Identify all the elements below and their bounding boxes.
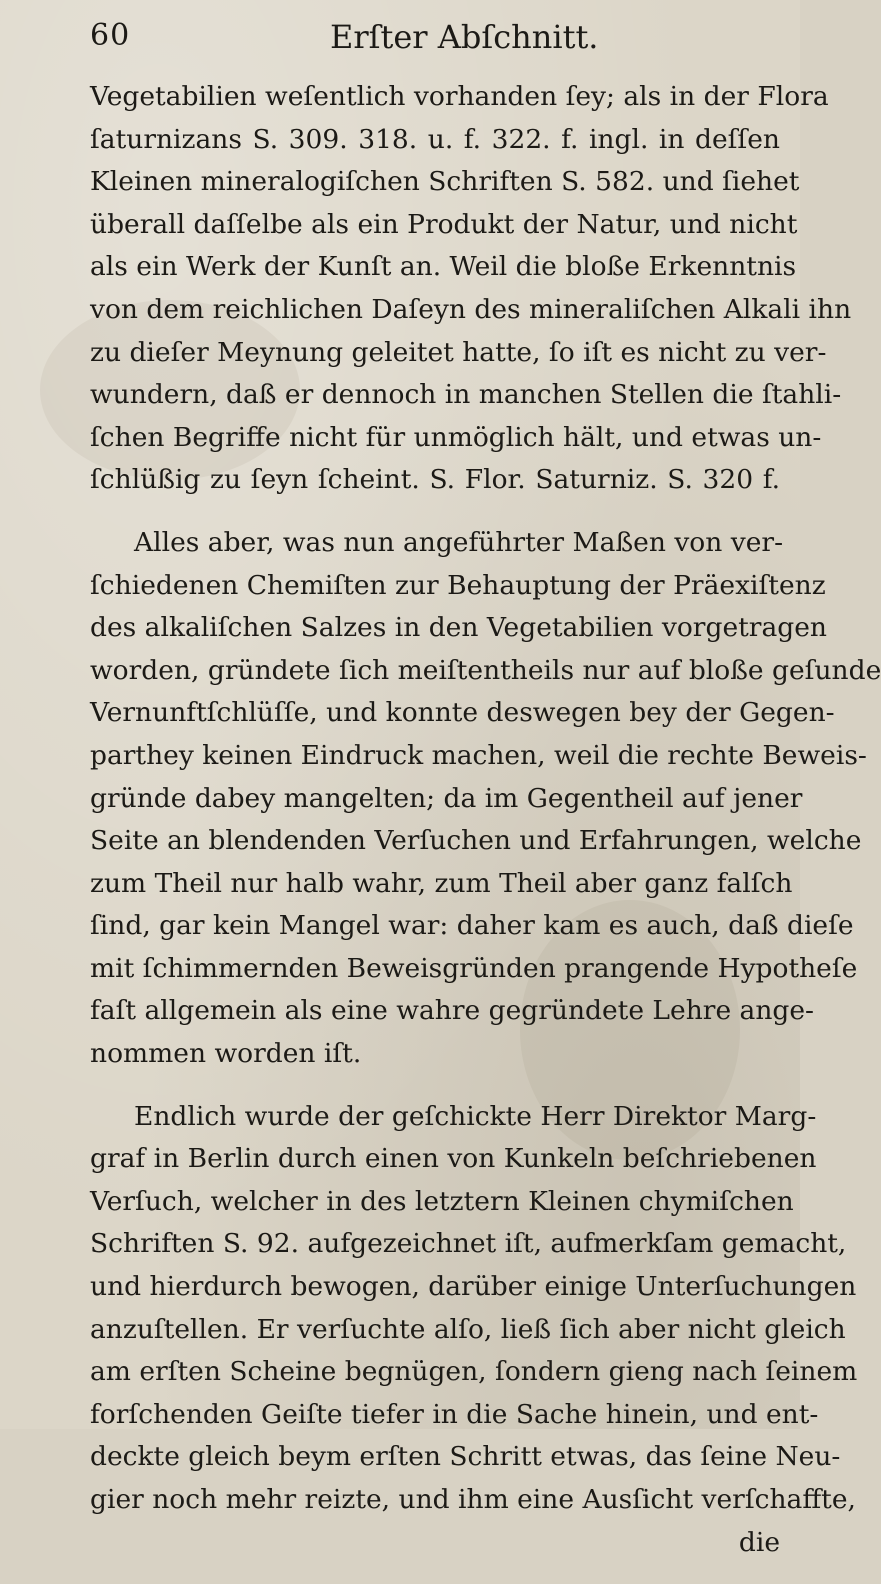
- catchword: die: [738, 1526, 780, 1558]
- text-line: Seite an blendenden Verſuchen und Erfahrungen, welche: [90, 825, 862, 857]
- text-line: parthey keinen Eindruck machen, weil die rechte Beweis-: [90, 739, 867, 771]
- text-line: zu dieſer Meynung geleitet hatte, ſo iſt es nicht zu ver-: [90, 336, 827, 368]
- text-line: anzuſtellen. Er verſuchte alſo, ließ ſich aber nicht gleich: [90, 1313, 846, 1345]
- text-line: mit ſchimmernden Beweisgründen prangende Hypotheſe: [90, 952, 858, 984]
- text-line: des alkaliſchen Salzes in den Vegetabilien vorgetragen: [90, 612, 827, 644]
- text-line: ſchiedenen Chemiſten zur Behauptung der Präexiſtenz: [90, 569, 826, 601]
- text-line: Vernunftſchlüſſe, und konnte deswegen bey der Gegen-: [90, 697, 835, 729]
- text-line: überall daſſelbe als ein Produkt der Natur, und nicht: [90, 208, 798, 240]
- text-line: Schriften S. 92. aufgezeichnet iſt, aufmerkſam gemacht,: [90, 1228, 847, 1260]
- text-line: gründe dabey mangelten; da im Gegentheil auf jener: [90, 782, 803, 814]
- text-line: und hierdurch bewogen, darüber einige Unterſuchungen: [90, 1271, 857, 1303]
- text-line: Endlich wurde der geſchickte Herr Direktor Marg-: [134, 1100, 817, 1132]
- text-line: von dem reichlichen Daſeyn des mineraliſchen Alkali ihn: [90, 293, 852, 325]
- text-line: forſchenden Geiſte tiefer in die Sache hinein, und ent-: [90, 1398, 819, 1430]
- text-line: nommen worden iſt.: [90, 1038, 362, 1070]
- text-line: graf in Berlin durch einen von Kunkeln beſchriebenen: [90, 1143, 817, 1175]
- text-line: gier noch mehr reizte, und ihm eine Ausſicht verſchaffte,: [90, 1484, 856, 1515]
- text-line: Verſuch, welcher in des letztern Kleinen chymiſchen: [90, 1185, 794, 1217]
- page-header: [90, 18, 730, 58]
- text-line: als ein Werk der Kunſt an. Weil die bloße Erkenntnis: [90, 251, 797, 283]
- body-text: [90, 76, 881, 1584]
- paragraph-2: [90, 522, 881, 1076]
- paragraph-3: [90, 1096, 858, 1565]
- text-line: zum Theil nur halb wahr, zum Theil aber ganz falſch: [90, 867, 793, 899]
- text-line: Alles aber, was nun angeführter Maßen von ver-: [134, 526, 784, 558]
- text-line: ſchlüßig zu ſeyn ſcheint. S. Flor. Saturniz. S. 320 f.: [90, 464, 780, 496]
- text-line: ſchen Begriffe nicht für unmöglich hält, und etwas un-: [90, 421, 822, 453]
- text-line: faſt allgemein als eine wahre gegründete Lehre ange-: [90, 995, 815, 1027]
- text-line: ſaturnizans S. 309. 318. u. f. 322. f. ingl. in deſſen: [90, 123, 780, 155]
- text-line: Vegetabilien weſentlich vorhanden ſey; als in der Flora: [90, 81, 829, 112]
- text-line: ſind, gar kein Mangel war: daher kam es auch, daß dieſe: [90, 910, 854, 942]
- text-line: worden, gründete ſich meiſtentheils nur auf bloße geſunde: [90, 654, 881, 686]
- running-title: Erſter Abſchnitt.: [330, 18, 599, 56]
- text-line: am erſten Scheine begnügen, ſondern gieng nach ſeinem: [90, 1356, 858, 1388]
- text-line: wundern, daß er dennoch in manchen Stellen die ſtahli-: [90, 379, 842, 411]
- text-line: Kleinen mineralogiſchen Schriften S. 582. und ſiehet: [90, 166, 800, 198]
- paragraph-1: [90, 76, 852, 502]
- text-line: deckte gleich beym erſten Schritt etwas, das ſeine Neu-: [90, 1441, 841, 1473]
- page-number: 60: [90, 18, 131, 53]
